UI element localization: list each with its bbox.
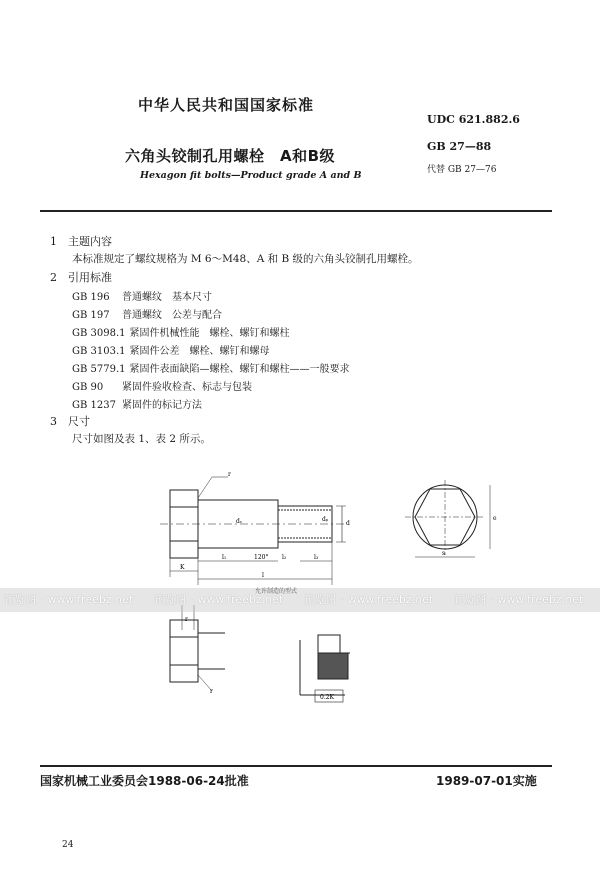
label-e: e: [493, 515, 497, 522]
standard-number: GB 27—88: [427, 140, 492, 153]
issuing-organization: 中华人民共和国国家标准: [138, 96, 315, 114]
reference-code: GB 1237: [72, 400, 116, 411]
reference-item: [72, 360, 350, 375]
section-3-body: 尺寸如图及表 1、表 2 所示。: [72, 433, 211, 445]
document-title-en: Hexagon fit bolts—Product grade A and B: [140, 170, 362, 181]
reference-code: GB 197: [72, 310, 110, 321]
reference-item: [72, 306, 222, 321]
section-1-heading: 1 主题内容: [50, 235, 112, 248]
reference-item: [72, 342, 270, 357]
label-dp: dₚ: [322, 516, 329, 523]
document-title-cn: 六角头铰制孔用螺栓 A和B级: [125, 147, 336, 165]
reference-title: 紧固件公差 螺栓、螺钉和螺母: [129, 346, 270, 357]
reference-title: 紧固件的标记方法: [122, 400, 202, 411]
section-1-body: 本标准规定了螺纹规格为 M 6～M48、A 和 B 级的六角头铰制孔用螺栓。: [72, 253, 419, 265]
watermark-text: 预览图 - www.freebz.net: [454, 594, 584, 606]
replaces-standard: 代替 GB 27—76: [427, 165, 497, 175]
label-r-detail-bottom: r: [210, 688, 213, 695]
watermark-text: 预览图 - www.freebz.net: [4, 594, 134, 606]
label-l2: l₂: [282, 554, 287, 561]
implementation-date: 1989-07-01实施: [436, 774, 537, 788]
reference-title: 紧固件验收检查、标志与包装: [122, 382, 252, 393]
reference-code: GB 90: [72, 382, 104, 393]
watermark-text: 预览图 - www.freebz.net: [304, 594, 434, 606]
reference-code: GB 5779.1: [72, 364, 126, 375]
reference-title: 紧固件表面缺陷—螺栓、螺钉和螺柱——一般要求: [129, 364, 350, 375]
label-angle: 120°: [254, 554, 269, 561]
detail-hatched-section: [318, 653, 348, 679]
label-k: K: [180, 564, 185, 571]
label-allowed-type: 允许制造的型式: [255, 588, 298, 595]
label-ds: dₛ: [236, 518, 242, 525]
reference-title: 普通螺纹 基本尺寸: [122, 292, 212, 303]
detail-section-head: [318, 635, 340, 653]
label-d: d: [346, 520, 350, 527]
label-s: s: [442, 550, 446, 557]
udc-number: UDC 621.882.6: [427, 113, 520, 126]
reference-code: GB 3098.1: [72, 328, 126, 339]
watermark-band: [0, 588, 600, 612]
label-r: r: [228, 471, 231, 478]
label-l: l: [262, 572, 264, 579]
header-rule: [40, 210, 552, 212]
approval-date: 国家机械工业委员会1988-06-24批准: [40, 774, 249, 788]
reference-item: [72, 288, 212, 303]
reference-code: GB 196: [72, 292, 110, 303]
reference-item: [72, 378, 252, 393]
page-number: 24: [62, 840, 74, 850]
label-l1: l₁: [222, 554, 227, 561]
reference-title: 普通螺纹 公差与配合: [122, 310, 222, 321]
label-roughness: 0.2K: [320, 694, 335, 701]
reference-item: [72, 324, 290, 339]
section-3-heading: 3 尺寸: [50, 415, 90, 428]
label-l3: l₃: [314, 554, 319, 561]
section-2-heading: 2 引用标准: [50, 271, 112, 284]
watermark-text: 预览图 - www.freebz.net: [154, 594, 284, 606]
reference-title: 紧固件机械性能 螺栓、螺钉和螺柱: [129, 328, 290, 339]
reference-item: [72, 396, 202, 411]
label-r-detail: r: [185, 616, 188, 623]
reference-code: GB 3103.1: [72, 346, 126, 357]
footer-rule: [40, 765, 552, 767]
